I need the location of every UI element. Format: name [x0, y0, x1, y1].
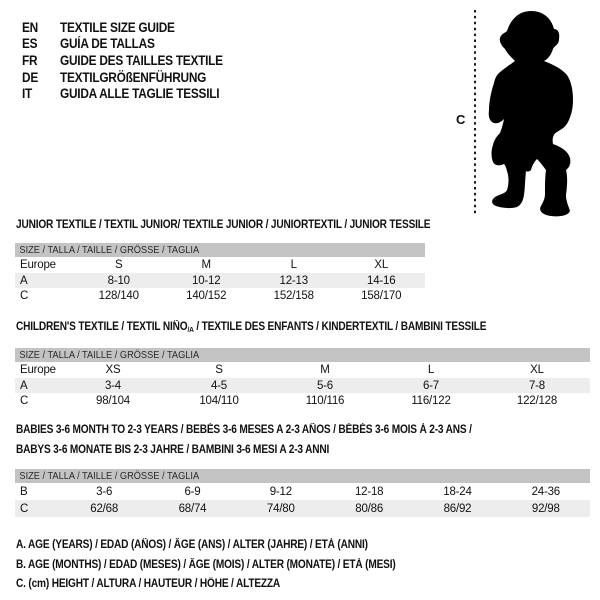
- table-cell: 10-12: [192, 274, 221, 287]
- junior-table: [15, 243, 425, 304]
- table-cell: 62/68: [90, 502, 119, 515]
- children-section-title-text: [16, 321, 486, 334]
- legend-line-c: [16, 578, 447, 598]
- row-label: C: [20, 395, 29, 407]
- table-cell: 24-36: [531, 485, 561, 498]
- row-label: C: [20, 290, 29, 302]
- table-cell: 8-10: [107, 274, 130, 287]
- junior-row-europe: [15, 257, 425, 273]
- table-cell: XL: [374, 259, 389, 271]
- language-title-fr: GUIDE DES TAILLES TEXTILE: [60, 52, 223, 68]
- table-cell: XS: [105, 364, 121, 376]
- table-cell: 14-16: [367, 274, 396, 287]
- table-cell: L: [290, 259, 297, 271]
- table-cell: 74/80: [266, 502, 295, 515]
- language-row-de: [22, 69, 245, 86]
- table-cell: 12-13: [279, 274, 308, 287]
- babies-section-title-line1: [16, 424, 534, 436]
- children-size-header-label: SIZE / TALLA / TAILLE / GRÖSSE / TAGLIA: [19, 349, 200, 361]
- junior-row-a: [15, 273, 425, 288]
- children-title-part1: CHILDREN'S TEXTILE / TEXTIL NIÑO: [16, 321, 188, 333]
- baby-silhouette-svg: [445, 0, 600, 228]
- table-cell: 7-8: [528, 379, 546, 392]
- babies-title-line2-text: BABYS 3-6 MONATE BIS 2-3 JAHRE / BAMBINI 3-6 MESI A 2-3 ANNI: [16, 444, 330, 456]
- children-title-subscript: /A: [187, 325, 194, 334]
- children-title-part2: / TEXTILE DES ENFANTS / KINDERTEXTIL / BAMBINI TESSILE: [193, 321, 487, 333]
- table-cell: 12-18: [354, 485, 384, 498]
- row-label: A: [20, 379, 28, 392]
- table-cell: 92/98: [531, 502, 560, 515]
- baby-height-figure: [445, 0, 600, 228]
- junior-row-c: [15, 288, 425, 304]
- language-row-es: [22, 36, 245, 53]
- table-cell: 6-7: [422, 379, 440, 392]
- table-cell: 98/104: [96, 395, 130, 407]
- table-cell: 158/170: [361, 290, 402, 302]
- language-title-de: TEXTILGRÖßENFÜHRUNG: [60, 69, 207, 85]
- table-cell: L: [427, 364, 435, 376]
- legend-line-b-text: B. AGE (MONTHS) / EDAD (MESES) / ÂGE (MOIS) / ALTER (MONATE) / ETÀ (MESI): [16, 558, 396, 571]
- row-label: B: [20, 485, 28, 498]
- table-cell: 86/92: [443, 502, 472, 515]
- junior-size-header-bar: [15, 243, 425, 257]
- table-cell: 4-5: [210, 379, 228, 392]
- table-cell: 128/140: [98, 290, 139, 302]
- children-size-header-bar: [15, 348, 590, 362]
- row-label: Europe: [20, 259, 56, 271]
- children-section-title: [16, 321, 550, 334]
- legend-line-a-text: A. AGE (YEARS) / EDAD (AÑOS) / ÂGE (ANS) / ALTER (JAHRE) / ETÀ (ANNI): [16, 539, 368, 551]
- table-cell: 9-12: [269, 485, 292, 498]
- table-cell: 104/110: [199, 395, 239, 407]
- table-cell: 3-4: [104, 379, 122, 392]
- measurement-legend: [16, 539, 447, 598]
- table-cell: 110/116: [305, 395, 345, 407]
- language-code-fr: FR: [22, 52, 38, 68]
- row-label: Europe: [20, 364, 56, 376]
- legend-line-c-text: C. (cm) HEIGHT / ALTURA / HAUTEUR / HÖHE / ALTEZZA: [16, 578, 281, 590]
- babies-size-header-bar: [15, 469, 590, 483]
- table-cell: 68/74: [178, 502, 207, 515]
- row-label: C: [20, 502, 29, 515]
- legend-line-b: [16, 559, 447, 579]
- children-table: [15, 348, 590, 409]
- babies-title-line1-text: BABIES 3-6 MONTH TO 2-3 YEARS / BEBÉS 3-6 MESES A 2-3 AÑOS / BÉBÉS 3-6 MOIS À 2-3 ANS /: [16, 424, 472, 436]
- babies-size-header-label: SIZE / TALLA / TAILLE / GRÖSSE / TAGLIA: [19, 470, 200, 482]
- table-cell: XL: [530, 364, 544, 376]
- table-cell: 3-6: [96, 485, 113, 498]
- babies-row-b: [15, 483, 590, 500]
- row-label: A: [20, 274, 28, 287]
- table-cell: M: [320, 364, 330, 376]
- language-title-en: TEXTILE SIZE GUIDE: [60, 19, 175, 35]
- table-cell: 80/86: [355, 502, 384, 515]
- language-code-es: ES: [22, 36, 38, 52]
- table-cell: 140/152: [186, 290, 227, 302]
- table-cell: 6-9: [184, 485, 201, 498]
- language-code-en: EN: [22, 19, 38, 35]
- language-row-en: [22, 19, 245, 36]
- language-code-de: DE: [22, 69, 38, 85]
- legend-line-a: [16, 539, 447, 559]
- babies-row-c: [15, 500, 590, 517]
- language-row-fr: [22, 52, 245, 69]
- language-title-it: GUIDA ALLE TAGLIE TESSILI: [60, 86, 220, 102]
- language-list: [22, 19, 245, 102]
- language-code-it: IT: [22, 86, 33, 102]
- junior-section-title-text: JUNIOR TEXTILE / TEXTIL JUNIOR/ TEXTILE JUNIOR / JUNIORTEXTIL / JUNIOR TESSILE: [16, 219, 431, 231]
- language-title-es: GUÍA DE TALLAS: [60, 36, 155, 52]
- children-row-europe: [15, 362, 590, 378]
- table-cell: M: [201, 259, 211, 271]
- height-label-c: C: [456, 112, 466, 127]
- language-row-it: [22, 85, 245, 102]
- babies-section-title-line2: [16, 444, 372, 456]
- table-cell: 18-24: [443, 485, 472, 498]
- table-cell: 5-6: [316, 379, 334, 392]
- children-row-c: [15, 393, 590, 409]
- children-row-a: [15, 378, 590, 393]
- junior-size-header-label: SIZE / TALLA / TAILLE / GRÖSSE / TAGLIA: [19, 244, 200, 256]
- table-cell: S: [115, 259, 123, 271]
- table-cell: 122/128: [516, 395, 558, 407]
- babies-table: [15, 469, 590, 517]
- junior-section-title: [16, 219, 487, 231]
- table-cell: 116/122: [411, 395, 451, 407]
- baby-silhouette: [489, 11, 573, 216]
- table-cell: S: [215, 364, 223, 376]
- table-cell: 152/158: [273, 290, 314, 302]
